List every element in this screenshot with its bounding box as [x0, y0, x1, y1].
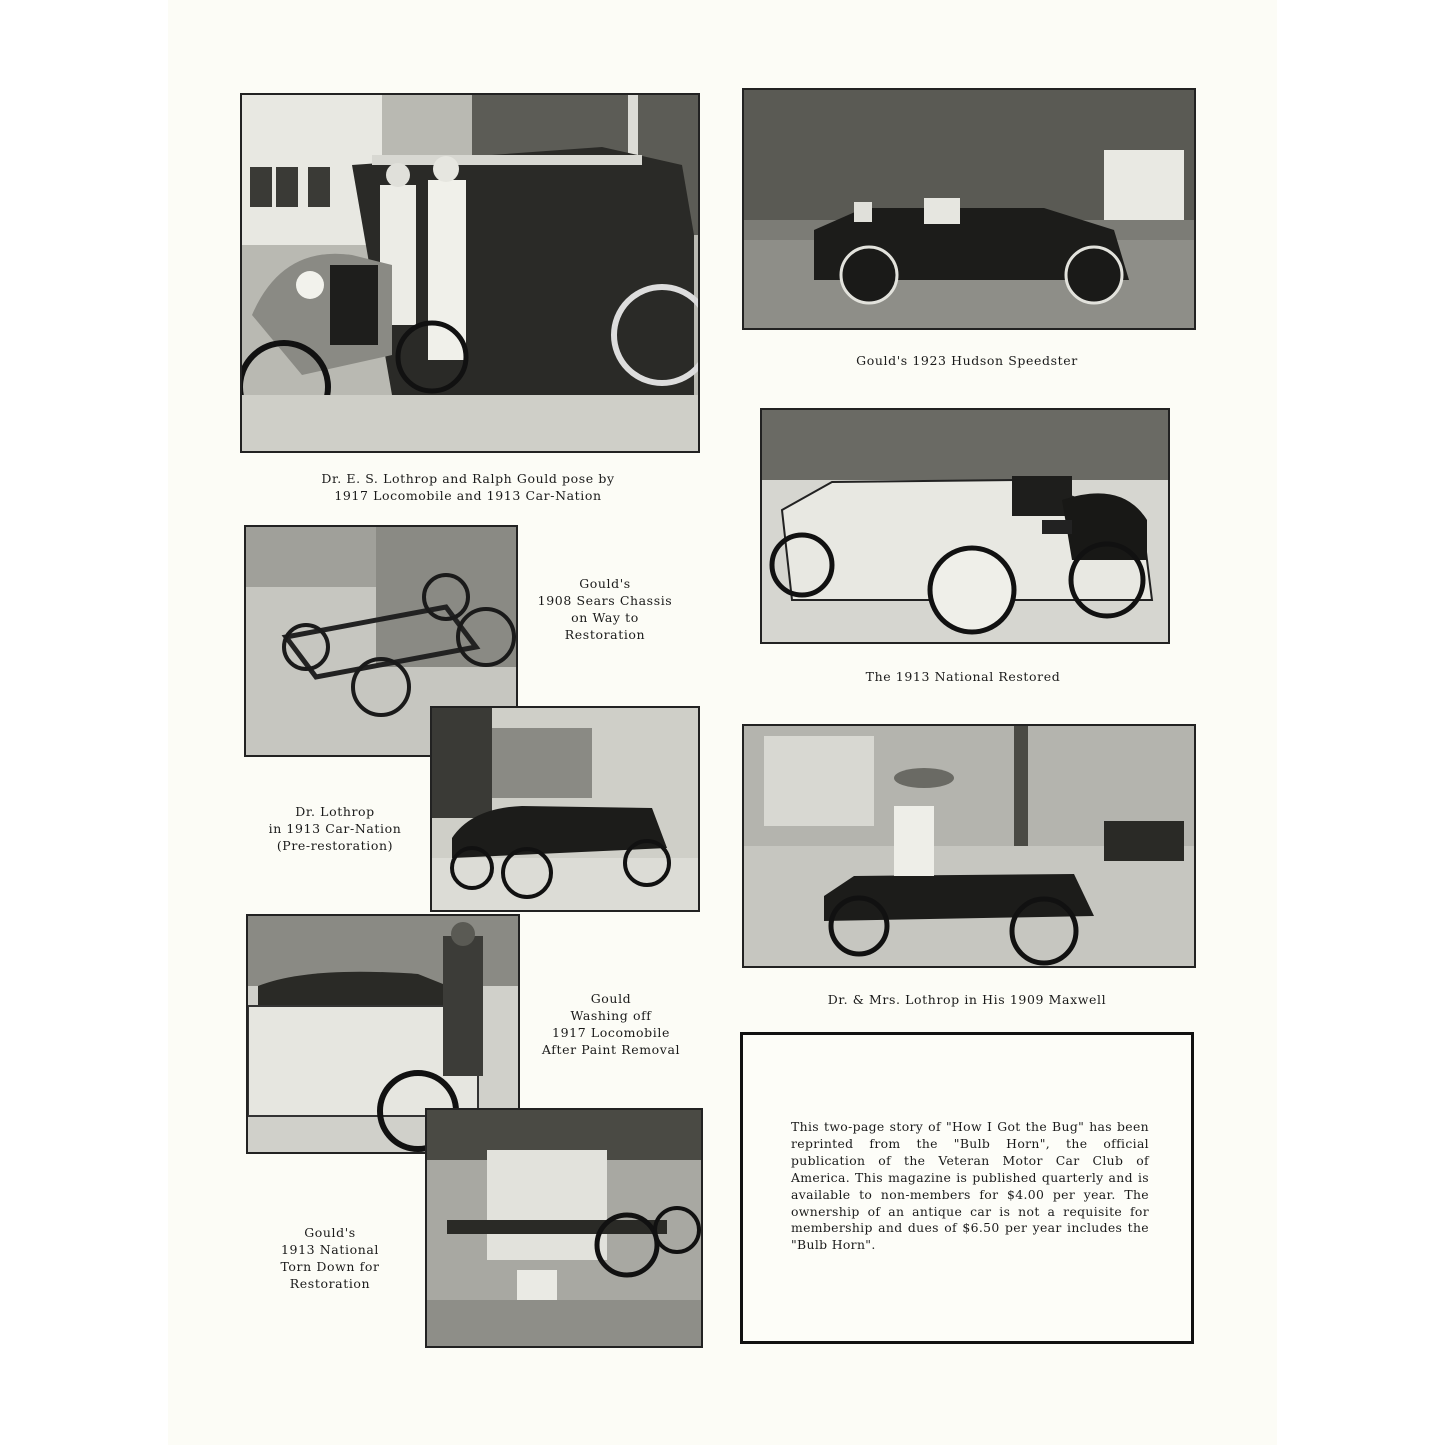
caption-lothrop-gould: Dr. E. S. Lothrop and Ralph Gould pose by 1917 Locomobile and 1913 Car-Nation [321, 471, 615, 503]
caption-national-restored: The 1913 National Restored [865, 669, 1061, 684]
locomobile-car-nation-icon [242, 95, 698, 451]
photo-lothrop-gould [240, 93, 700, 453]
caption-maxwell: Dr. & Mrs. Lothrop in His 1909 Maxwell [827, 992, 1107, 1007]
notice-box [740, 1032, 1194, 1344]
caption-washing: Gould Washing off 1917 Locomobile After Paint Removal [541, 991, 681, 1057]
notice-text: This two-page story of "How I Got the Bug" has been reprinted from the "Bulb Horn", the official publication of the Veteran Motor Car Club of America. This magazine is published quarterly and is available to non-members for $4.00 per year. The ownership of an antique car is not a requisite for membership and dues of $6.50 per year includes the "Bulb Horn". [791, 1119, 1149, 1253]
workshop-icon [427, 1110, 701, 1346]
caption-hudson: Gould's 1923 Hudson Speedster [856, 353, 1078, 368]
hudson-speedster-icon [744, 90, 1194, 328]
national-touring-car-icon [762, 410, 1168, 642]
photo-national-restored [760, 408, 1170, 644]
roadster-icon [432, 708, 698, 910]
maxwell-runabout-icon [744, 726, 1194, 966]
caption-sears-chassis: Gould's 1908 Sears Chassis on Way to Restoration [537, 576, 673, 642]
photo-car-nation [430, 706, 700, 912]
caption-torn-down: Gould's 1913 National Torn Down for Restoration [280, 1225, 380, 1291]
photo-national-torn-down [425, 1108, 703, 1348]
photo-hudson-speedster [742, 88, 1196, 330]
caption-car-nation: Dr. Lothrop in 1913 Car-Nation (Pre-restoration) [268, 804, 402, 853]
photo-maxwell [742, 724, 1196, 968]
